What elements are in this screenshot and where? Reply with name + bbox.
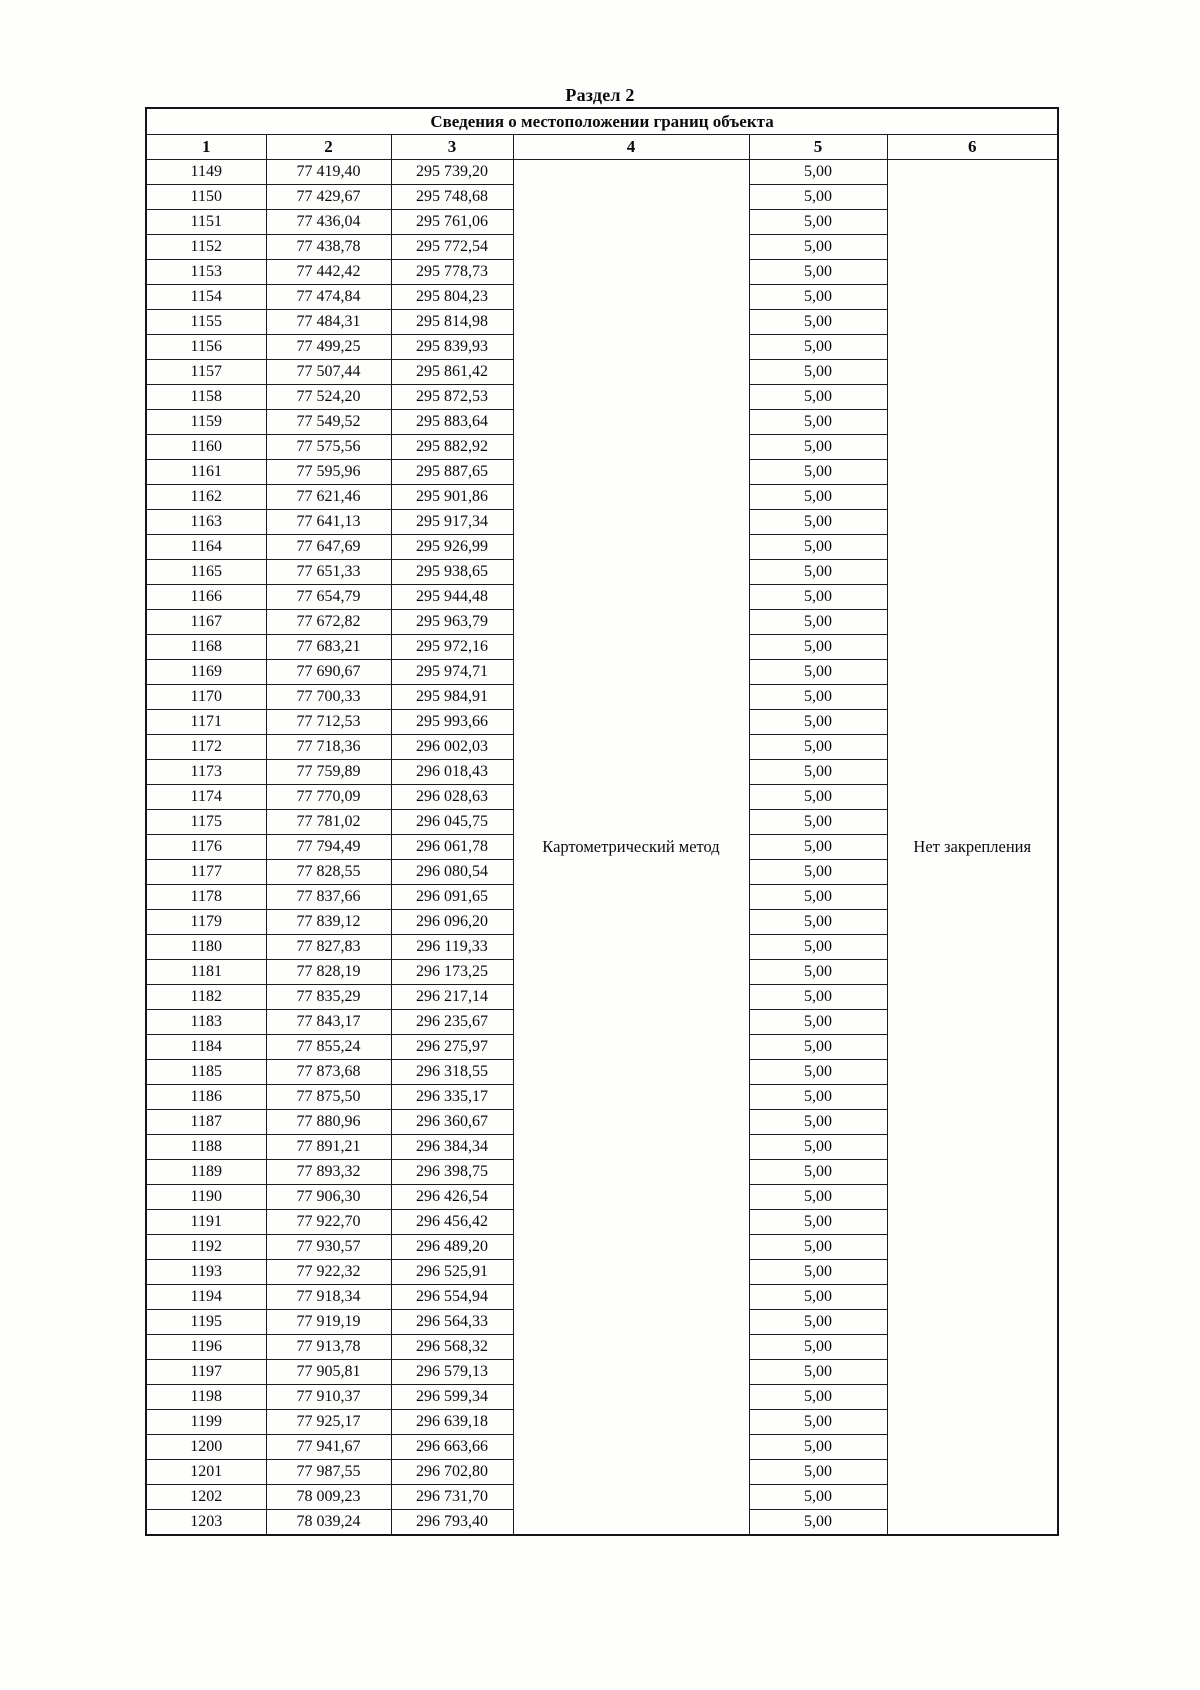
accuracy-cell: 5,00 xyxy=(749,1085,887,1110)
x-coordinate-cell: 77 507,44 xyxy=(266,360,391,385)
y-coordinate-cell: 296 599,34 xyxy=(391,1385,513,1410)
section-title: Раздел 2 xyxy=(565,85,635,105)
x-coordinate-cell: 77 919,19 xyxy=(266,1310,391,1335)
accuracy-cell: 5,00 xyxy=(749,1335,887,1360)
accuracy-cell: 5,00 xyxy=(749,1510,887,1536)
accuracy-cell: 5,00 xyxy=(749,935,887,960)
accuracy-cell: 5,00 xyxy=(749,635,887,660)
accuracy-cell: 5,00 xyxy=(749,410,887,435)
x-coordinate-cell: 77 880,96 xyxy=(266,1110,391,1135)
x-coordinate-cell: 77 595,96 xyxy=(266,460,391,485)
point-number-cell: 1182 xyxy=(146,985,266,1010)
y-coordinate-cell: 295 739,20 xyxy=(391,160,513,185)
method-cell: Картометрический метод xyxy=(513,160,749,1536)
y-coordinate-cell: 295 748,68 xyxy=(391,185,513,210)
point-number-cell: 1161 xyxy=(146,460,266,485)
y-coordinate-cell: 295 944,48 xyxy=(391,585,513,610)
table-title: Сведения о местоположении границ объекта xyxy=(146,108,1058,135)
y-coordinate-cell: 296 564,33 xyxy=(391,1310,513,1335)
accuracy-cell: 5,00 xyxy=(749,910,887,935)
y-coordinate-cell: 296 579,13 xyxy=(391,1360,513,1385)
point-number-cell: 1184 xyxy=(146,1035,266,1060)
accuracy-cell: 5,00 xyxy=(749,985,887,1010)
x-coordinate-cell: 77 654,79 xyxy=(266,585,391,610)
y-coordinate-cell: 296 554,94 xyxy=(391,1285,513,1310)
accuracy-cell: 5,00 xyxy=(749,435,887,460)
accuracy-cell: 5,00 xyxy=(749,510,887,535)
x-coordinate-cell: 77 672,82 xyxy=(266,610,391,635)
y-coordinate-cell: 296 217,14 xyxy=(391,985,513,1010)
x-coordinate-cell: 77 873,68 xyxy=(266,1060,391,1085)
accuracy-cell: 5,00 xyxy=(749,1410,887,1435)
point-number-cell: 1197 xyxy=(146,1360,266,1385)
point-number-cell: 1178 xyxy=(146,885,266,910)
table-body xyxy=(146,160,1058,1536)
point-number-cell: 1194 xyxy=(146,1285,266,1310)
x-coordinate-cell: 77 794,49 xyxy=(266,835,391,860)
accuracy-cell: 5,00 xyxy=(749,235,887,260)
accuracy-cell: 5,00 xyxy=(749,210,887,235)
y-coordinate-cell: 295 761,06 xyxy=(391,210,513,235)
x-coordinate-cell: 77 718,36 xyxy=(266,735,391,760)
y-coordinate-cell: 296 335,17 xyxy=(391,1085,513,1110)
point-number-cell: 1181 xyxy=(146,960,266,985)
accuracy-cell: 5,00 xyxy=(749,160,887,185)
x-coordinate-cell: 78 039,24 xyxy=(266,1510,391,1536)
y-coordinate-cell: 295 901,86 xyxy=(391,485,513,510)
x-coordinate-cell: 77 759,89 xyxy=(266,760,391,785)
fixation-cell: Нет закрепления xyxy=(887,160,1058,1536)
point-number-cell: 1195 xyxy=(146,1310,266,1335)
x-coordinate-cell: 77 474,84 xyxy=(266,285,391,310)
column-number-3: 3 xyxy=(391,135,513,160)
x-coordinate-cell: 77 700,33 xyxy=(266,685,391,710)
point-number-cell: 1180 xyxy=(146,935,266,960)
table-row xyxy=(146,160,1058,185)
column-number-4: 4 xyxy=(513,135,749,160)
accuracy-cell: 5,00 xyxy=(749,610,887,635)
y-coordinate-cell: 296 318,55 xyxy=(391,1060,513,1085)
accuracy-cell: 5,00 xyxy=(749,1260,887,1285)
accuracy-cell: 5,00 xyxy=(749,960,887,985)
accuracy-cell: 5,00 xyxy=(749,1110,887,1135)
column-number-1: 1 xyxy=(146,135,266,160)
point-number-cell: 1193 xyxy=(146,1260,266,1285)
accuracy-cell: 5,00 xyxy=(749,1385,887,1410)
x-coordinate-cell: 77 875,50 xyxy=(266,1085,391,1110)
accuracy-cell: 5,00 xyxy=(749,335,887,360)
accuracy-cell: 5,00 xyxy=(749,710,887,735)
accuracy-cell: 5,00 xyxy=(749,360,887,385)
y-coordinate-cell: 295 926,99 xyxy=(391,535,513,560)
x-coordinate-cell: 77 839,12 xyxy=(266,910,391,935)
point-number-cell: 1150 xyxy=(146,185,266,210)
point-number-cell: 1203 xyxy=(146,1510,266,1536)
accuracy-cell: 5,00 xyxy=(749,585,887,610)
point-number-cell: 1200 xyxy=(146,1435,266,1460)
x-coordinate-cell: 77 906,30 xyxy=(266,1185,391,1210)
point-number-cell: 1174 xyxy=(146,785,266,810)
x-coordinate-cell: 77 891,21 xyxy=(266,1135,391,1160)
accuracy-cell: 5,00 xyxy=(749,810,887,835)
y-coordinate-cell: 295 963,79 xyxy=(391,610,513,635)
point-number-cell: 1170 xyxy=(146,685,266,710)
point-number-cell: 1189 xyxy=(146,1160,266,1185)
accuracy-cell: 5,00 xyxy=(749,560,887,585)
accuracy-cell: 5,00 xyxy=(749,185,887,210)
x-coordinate-cell: 77 918,34 xyxy=(266,1285,391,1310)
point-number-cell: 1169 xyxy=(146,660,266,685)
x-coordinate-cell: 77 913,78 xyxy=(266,1335,391,1360)
point-number-cell: 1177 xyxy=(146,860,266,885)
y-coordinate-cell: 296 489,20 xyxy=(391,1235,513,1260)
accuracy-cell: 5,00 xyxy=(749,785,887,810)
point-number-cell: 1187 xyxy=(146,1110,266,1135)
y-coordinate-cell: 296 096,20 xyxy=(391,910,513,935)
column-number-row xyxy=(146,135,1058,160)
x-coordinate-cell: 77 690,67 xyxy=(266,660,391,685)
y-coordinate-cell: 296 456,42 xyxy=(391,1210,513,1235)
y-coordinate-cell: 296 275,97 xyxy=(391,1035,513,1060)
y-coordinate-cell: 296 426,54 xyxy=(391,1185,513,1210)
y-coordinate-cell: 296 018,43 xyxy=(391,760,513,785)
column-number-2: 2 xyxy=(266,135,391,160)
y-coordinate-cell: 296 663,66 xyxy=(391,1435,513,1460)
accuracy-cell: 5,00 xyxy=(749,1010,887,1035)
x-coordinate-cell: 77 922,32 xyxy=(266,1260,391,1285)
y-coordinate-cell: 296 119,33 xyxy=(391,935,513,960)
accuracy-cell: 5,00 xyxy=(749,1460,887,1485)
point-number-cell: 1156 xyxy=(146,335,266,360)
y-coordinate-cell: 296 639,18 xyxy=(391,1410,513,1435)
accuracy-cell: 5,00 xyxy=(749,860,887,885)
accuracy-cell: 5,00 xyxy=(749,1235,887,1260)
accuracy-cell: 5,00 xyxy=(749,1135,887,1160)
x-coordinate-cell: 77 683,21 xyxy=(266,635,391,660)
y-coordinate-cell: 296 793,40 xyxy=(391,1510,513,1536)
accuracy-cell: 5,00 xyxy=(749,1185,887,1210)
x-coordinate-cell: 77 712,53 xyxy=(266,710,391,735)
accuracy-cell: 5,00 xyxy=(749,835,887,860)
y-coordinate-cell: 295 839,93 xyxy=(391,335,513,360)
point-number-cell: 1162 xyxy=(146,485,266,510)
x-coordinate-cell: 78 009,23 xyxy=(266,1485,391,1510)
y-coordinate-cell: 295 814,98 xyxy=(391,310,513,335)
accuracy-cell: 5,00 xyxy=(749,485,887,510)
accuracy-cell: 5,00 xyxy=(749,260,887,285)
x-coordinate-cell: 77 436,04 xyxy=(266,210,391,235)
column-number-6: 6 xyxy=(887,135,1058,160)
accuracy-cell: 5,00 xyxy=(749,1160,887,1185)
point-number-cell: 1198 xyxy=(146,1385,266,1410)
x-coordinate-cell: 77 438,78 xyxy=(266,235,391,260)
point-number-cell: 1151 xyxy=(146,210,266,235)
y-coordinate-cell: 295 882,92 xyxy=(391,435,513,460)
y-coordinate-cell: 296 398,75 xyxy=(391,1160,513,1185)
point-number-cell: 1165 xyxy=(146,560,266,585)
accuracy-cell: 5,00 xyxy=(749,385,887,410)
point-number-cell: 1186 xyxy=(146,1085,266,1110)
y-coordinate-cell: 295 883,64 xyxy=(391,410,513,435)
accuracy-cell: 5,00 xyxy=(749,1060,887,1085)
y-coordinate-cell: 295 984,91 xyxy=(391,685,513,710)
point-number-cell: 1175 xyxy=(146,810,266,835)
y-coordinate-cell: 296 080,54 xyxy=(391,860,513,885)
y-coordinate-cell: 296 045,75 xyxy=(391,810,513,835)
point-number-cell: 1163 xyxy=(146,510,266,535)
y-coordinate-cell: 295 772,54 xyxy=(391,235,513,260)
point-number-cell: 1199 xyxy=(146,1410,266,1435)
point-number-cell: 1154 xyxy=(146,285,266,310)
accuracy-cell: 5,00 xyxy=(749,1360,887,1385)
accuracy-cell: 5,00 xyxy=(749,1210,887,1235)
point-number-cell: 1149 xyxy=(146,160,266,185)
x-coordinate-cell: 77 941,67 xyxy=(266,1435,391,1460)
point-number-cell: 1166 xyxy=(146,585,266,610)
accuracy-cell: 5,00 xyxy=(749,285,887,310)
y-coordinate-cell: 296 568,32 xyxy=(391,1335,513,1360)
accuracy-cell: 5,00 xyxy=(749,535,887,560)
y-coordinate-cell: 296 525,91 xyxy=(391,1260,513,1285)
point-number-cell: 1159 xyxy=(146,410,266,435)
y-coordinate-cell: 295 887,65 xyxy=(391,460,513,485)
x-coordinate-cell: 77 524,20 xyxy=(266,385,391,410)
x-coordinate-cell: 77 575,56 xyxy=(266,435,391,460)
x-coordinate-cell: 77 442,42 xyxy=(266,260,391,285)
x-coordinate-cell: 77 828,55 xyxy=(266,860,391,885)
y-coordinate-cell: 296 173,25 xyxy=(391,960,513,985)
point-number-cell: 1167 xyxy=(146,610,266,635)
accuracy-cell: 5,00 xyxy=(749,1035,887,1060)
x-coordinate-cell: 77 930,57 xyxy=(266,1235,391,1260)
point-number-cell: 1158 xyxy=(146,385,266,410)
x-coordinate-cell: 77 781,02 xyxy=(266,810,391,835)
accuracy-cell: 5,00 xyxy=(749,760,887,785)
point-number-cell: 1153 xyxy=(146,260,266,285)
y-coordinate-cell: 295 778,73 xyxy=(391,260,513,285)
x-coordinate-cell: 77 484,31 xyxy=(266,310,391,335)
point-number-cell: 1157 xyxy=(146,360,266,385)
accuracy-cell: 5,00 xyxy=(749,460,887,485)
point-number-cell: 1183 xyxy=(146,1010,266,1035)
point-number-cell: 1179 xyxy=(146,910,266,935)
x-coordinate-cell: 77 647,69 xyxy=(266,535,391,560)
point-number-cell: 1192 xyxy=(146,1235,266,1260)
x-coordinate-cell: 77 905,81 xyxy=(266,1360,391,1385)
x-coordinate-cell: 77 419,40 xyxy=(266,160,391,185)
accuracy-cell: 5,00 xyxy=(749,660,887,685)
y-coordinate-cell: 295 974,71 xyxy=(391,660,513,685)
accuracy-cell: 5,00 xyxy=(749,885,887,910)
x-coordinate-cell: 77 499,25 xyxy=(266,335,391,360)
x-coordinate-cell: 77 835,29 xyxy=(266,985,391,1010)
x-coordinate-cell: 77 549,52 xyxy=(266,410,391,435)
x-coordinate-cell: 77 987,55 xyxy=(266,1460,391,1485)
x-coordinate-cell: 77 843,17 xyxy=(266,1010,391,1035)
y-coordinate-cell: 296 702,80 xyxy=(391,1460,513,1485)
y-coordinate-cell: 296 091,65 xyxy=(391,885,513,910)
point-number-cell: 1155 xyxy=(146,310,266,335)
x-coordinate-cell: 77 893,32 xyxy=(266,1160,391,1185)
y-coordinate-cell: 296 028,63 xyxy=(391,785,513,810)
y-coordinate-cell: 296 384,34 xyxy=(391,1135,513,1160)
accuracy-cell: 5,00 xyxy=(749,1285,887,1310)
point-number-cell: 1160 xyxy=(146,435,266,460)
accuracy-cell: 5,00 xyxy=(749,1435,887,1460)
point-number-cell: 1201 xyxy=(146,1460,266,1485)
point-number-cell: 1196 xyxy=(146,1335,266,1360)
y-coordinate-cell: 295 917,34 xyxy=(391,510,513,535)
x-coordinate-cell: 77 770,09 xyxy=(266,785,391,810)
y-coordinate-cell: 296 061,78 xyxy=(391,835,513,860)
y-coordinate-cell: 296 360,67 xyxy=(391,1110,513,1135)
x-coordinate-cell: 77 828,19 xyxy=(266,960,391,985)
point-number-cell: 1176 xyxy=(146,835,266,860)
point-number-cell: 1164 xyxy=(146,535,266,560)
accuracy-cell: 5,00 xyxy=(749,735,887,760)
x-coordinate-cell: 77 827,83 xyxy=(266,935,391,960)
x-coordinate-cell: 77 837,66 xyxy=(266,885,391,910)
point-number-cell: 1190 xyxy=(146,1185,266,1210)
point-number-cell: 1202 xyxy=(146,1485,266,1510)
y-coordinate-cell: 295 972,16 xyxy=(391,635,513,660)
x-coordinate-cell: 77 910,37 xyxy=(266,1385,391,1410)
y-coordinate-cell: 295 872,53 xyxy=(391,385,513,410)
y-coordinate-cell: 296 235,67 xyxy=(391,1010,513,1035)
y-coordinate-cell: 295 861,42 xyxy=(391,360,513,385)
x-coordinate-cell: 77 651,33 xyxy=(266,560,391,585)
point-number-cell: 1188 xyxy=(146,1135,266,1160)
accuracy-cell: 5,00 xyxy=(749,685,887,710)
boundaries-table xyxy=(145,107,1059,1536)
x-coordinate-cell: 77 429,67 xyxy=(266,185,391,210)
point-number-cell: 1152 xyxy=(146,235,266,260)
point-number-cell: 1168 xyxy=(146,635,266,660)
x-coordinate-cell: 77 922,70 xyxy=(266,1210,391,1235)
x-coordinate-cell: 77 641,13 xyxy=(266,510,391,535)
x-coordinate-cell: 77 925,17 xyxy=(266,1410,391,1435)
point-number-cell: 1185 xyxy=(146,1060,266,1085)
y-coordinate-cell: 296 731,70 xyxy=(391,1485,513,1510)
accuracy-cell: 5,00 xyxy=(749,1485,887,1510)
point-number-cell: 1191 xyxy=(146,1210,266,1235)
y-coordinate-cell: 295 804,23 xyxy=(391,285,513,310)
column-number-5: 5 xyxy=(749,135,887,160)
accuracy-cell: 5,00 xyxy=(749,1310,887,1335)
point-number-cell: 1173 xyxy=(146,760,266,785)
point-number-cell: 1172 xyxy=(146,735,266,760)
x-coordinate-cell: 77 855,24 xyxy=(266,1035,391,1060)
y-coordinate-cell: 295 993,66 xyxy=(391,710,513,735)
table-title-row xyxy=(146,108,1058,135)
accuracy-cell: 5,00 xyxy=(749,310,887,335)
x-coordinate-cell: 77 621,46 xyxy=(266,485,391,510)
y-coordinate-cell: 296 002,03 xyxy=(391,735,513,760)
y-coordinate-cell: 295 938,65 xyxy=(391,560,513,585)
point-number-cell: 1171 xyxy=(146,710,266,735)
